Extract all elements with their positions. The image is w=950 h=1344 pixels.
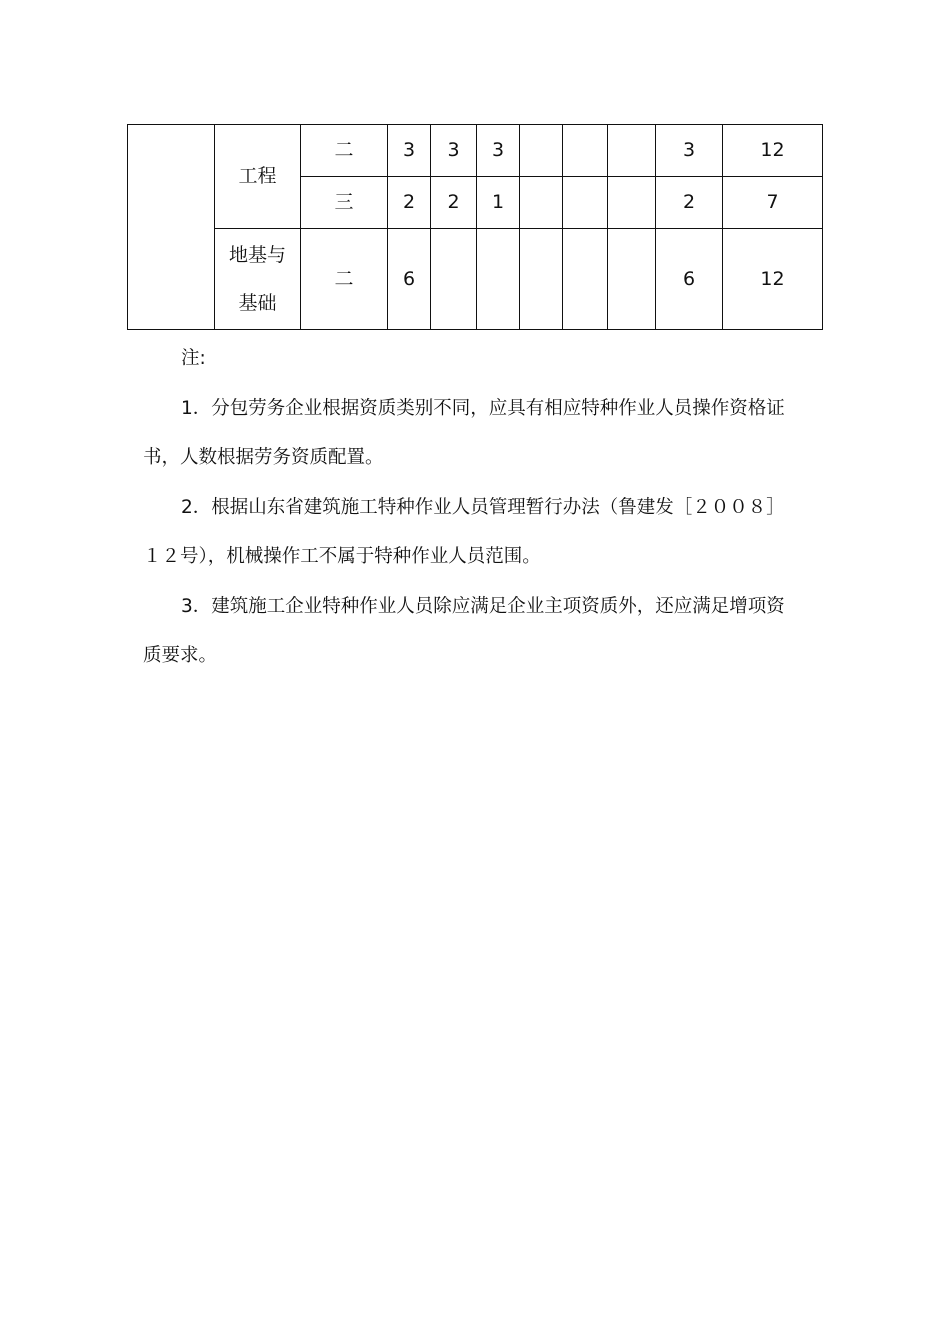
note-line: １２号），机械操作工不属于特种作业人员范围。 [143, 546, 541, 567]
blank-cell [128, 125, 215, 330]
table-row [128, 229, 823, 330]
value-cell: 2 [388, 177, 431, 229]
grade-cell: 二 [301, 229, 388, 330]
note-line: 3．建筑施工企业特种作业人员除应满足企业主项资质外，还应满足增项资 [181, 595, 785, 617]
category-cell: 工程 [215, 125, 301, 229]
total-cell: 12 [723, 229, 823, 330]
category-line: 地基与 [228, 244, 286, 266]
value-cell [431, 229, 477, 330]
grade-cell: 二 [301, 125, 388, 177]
value-cell: 6 [656, 229, 723, 330]
notes-heading: 注: [181, 348, 206, 369]
value-cell: 6 [388, 229, 431, 330]
note-line: 质要求。 [143, 645, 218, 666]
value-cell [520, 177, 563, 229]
value-cell [520, 125, 563, 177]
value-cell [608, 229, 656, 330]
value-cell: 3 [656, 125, 723, 177]
note-line: 书，人数根据劳务资质配置。 [143, 447, 384, 468]
value-cell [563, 177, 608, 229]
value-cell [608, 177, 656, 229]
value-cell: 2 [431, 177, 477, 229]
value-cell [563, 125, 608, 177]
notes-section [143, 334, 813, 681]
value-cell: 3 [388, 125, 431, 177]
value-cell [608, 125, 656, 177]
category-cell [215, 229, 301, 330]
note-line: 2．根据山东省建筑施工特种作业人员管理暂行办法（鲁建发［２００８］ [181, 496, 785, 518]
qualification-table [127, 124, 823, 330]
value-cell: 3 [431, 125, 477, 177]
table-row [128, 125, 823, 177]
value-cell: 2 [656, 177, 723, 229]
total-cell: 12 [723, 125, 823, 177]
grade-cell: 三 [301, 177, 388, 229]
value-cell [477, 229, 520, 330]
total-cell: 7 [723, 177, 823, 229]
value-cell [563, 229, 608, 330]
value-cell [520, 229, 563, 330]
note-line: 1．分包劳务企业根据资质类别不同，应具有相应特种作业人员操作资格证 [181, 397, 785, 419]
value-cell: 3 [477, 125, 520, 177]
value-cell: 1 [477, 177, 520, 229]
category-line: 基础 [238, 292, 277, 314]
